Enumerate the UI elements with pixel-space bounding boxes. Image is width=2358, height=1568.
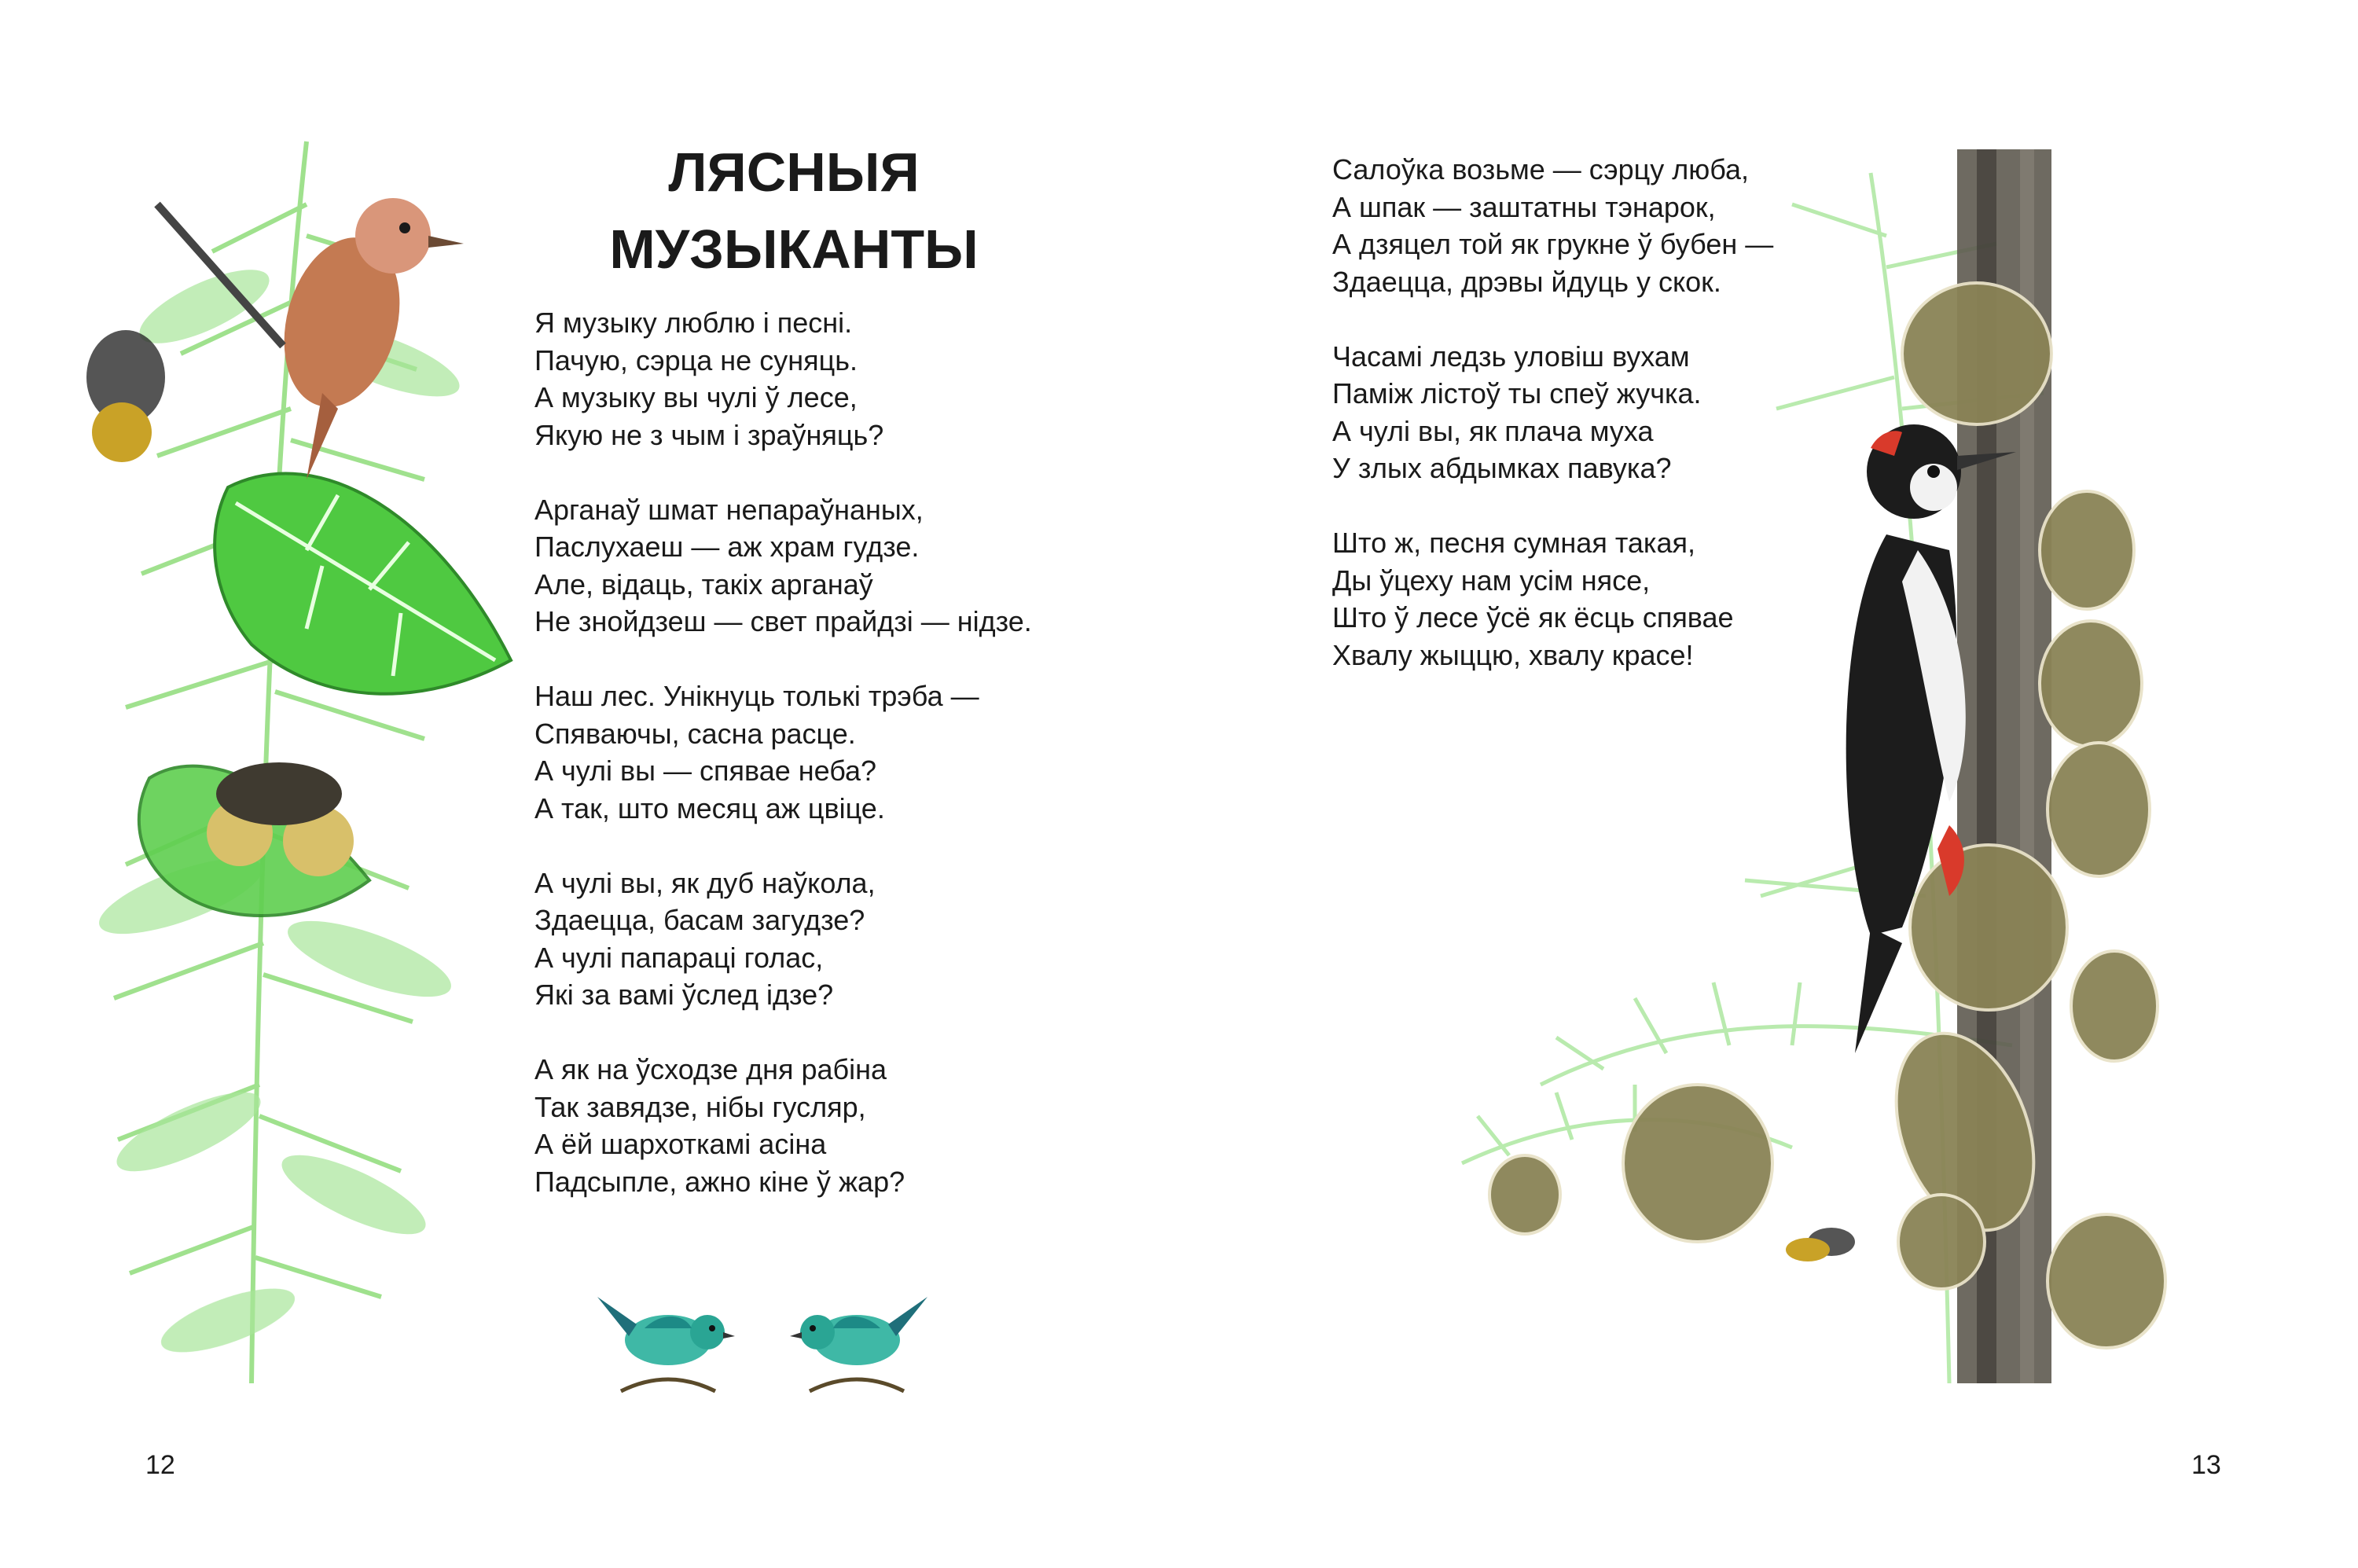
poem-line: А чулі папараці голас, xyxy=(534,941,824,974)
poem-line: Паміж лістоў ты спеў жучка. xyxy=(1332,377,1702,409)
poem-line: Які за вамі ўслед ідзе? xyxy=(534,979,834,1011)
poem-line: Спяваючы, сасна расце. xyxy=(534,717,856,750)
poem-line: Часамі ледзь уловіш вухам xyxy=(1332,340,1690,373)
bluebird-icon xyxy=(790,1297,927,1391)
poem-line: А музыку вы чулі ў лесе, xyxy=(534,381,858,413)
poem-line: Здаецца, дрэвы йдуць у скок. xyxy=(1332,265,1721,298)
left-poem-text xyxy=(534,304,1032,1238)
title-line: МУЗЫКАНТЫ xyxy=(609,218,979,280)
poem-line: А так, што месяц аж цвіце. xyxy=(534,791,885,824)
poem-line: Паслухаеш — аж храм гудзе. xyxy=(534,531,920,563)
stanza xyxy=(534,865,1032,1014)
poem-line: А шпак — заштатны тэнарок, xyxy=(1332,190,1716,223)
poem-line: Што ж, песня сумная такая, xyxy=(1332,527,1695,559)
pine-cone-icon xyxy=(1489,283,2165,1348)
poem-line: А чулі вы — спявае неба? xyxy=(534,755,877,787)
right-forest-illustration xyxy=(1462,141,2248,1399)
poem-line: Арганаў шмат непараўнаных, xyxy=(534,493,924,526)
poem-line: Падсыпле, ажно кіне ў жар? xyxy=(534,1165,905,1198)
poem-line: Але, відаць, такіх арганаў xyxy=(534,567,873,600)
stanza xyxy=(534,1051,1032,1200)
title-line: ЛЯСНЫЯ xyxy=(668,141,920,203)
left-fern-border xyxy=(71,110,527,1407)
stanza xyxy=(534,491,1032,641)
poem-line: Пачую, сэрца не суняць. xyxy=(534,343,858,376)
poem-title xyxy=(534,134,1053,288)
poem-line: У злых абдымках павука? xyxy=(1332,452,1672,484)
bluebird-icon xyxy=(597,1297,735,1391)
stanza xyxy=(534,304,1032,454)
poem-line: А як на ўсходзе дня рабіна xyxy=(534,1053,887,1085)
right-page xyxy=(1179,0,2358,1568)
moth-icon xyxy=(1786,1228,1855,1261)
poem-line: А чулі вы, як плача муха xyxy=(1332,414,1654,447)
poem-line: Салоўка возьме — сэрцу люба, xyxy=(1332,153,1750,185)
poem-line: Што ў лесе ўсё як ёсць спявае xyxy=(1332,601,1734,633)
poem-line: Так завядзе, нібы гусляр, xyxy=(534,1090,866,1123)
stanza xyxy=(534,678,1032,827)
poem-line: Якую не з чым і зраўняць? xyxy=(534,418,884,451)
poem-line: Хвалу жыццю, хвалу красе! xyxy=(1332,638,1694,671)
poem-line: Ды ўцеху нам усім нясе, xyxy=(1332,564,1651,597)
poem-line: А чулі вы, як дуб наўкола, xyxy=(534,866,876,899)
page-number: 12 xyxy=(145,1450,175,1480)
poem-line: А дзяцел той як грукне ў бубен — xyxy=(1332,228,1774,260)
bluebirds-illustration xyxy=(590,1281,935,1407)
poem-line: Я музыку люблю і песні. xyxy=(534,307,853,339)
poem-line: Здаецца, басам загудзе? xyxy=(534,904,865,936)
page-number: 13 xyxy=(2191,1450,2221,1480)
poem-line: Наш лес. Унікнуць толькі трэба — xyxy=(534,680,979,712)
poem-line: А ёй шархоткамі асіна xyxy=(534,1128,827,1160)
poem-line: Не знойдзеш — свет прайдзі — нідзе. xyxy=(534,605,1032,637)
